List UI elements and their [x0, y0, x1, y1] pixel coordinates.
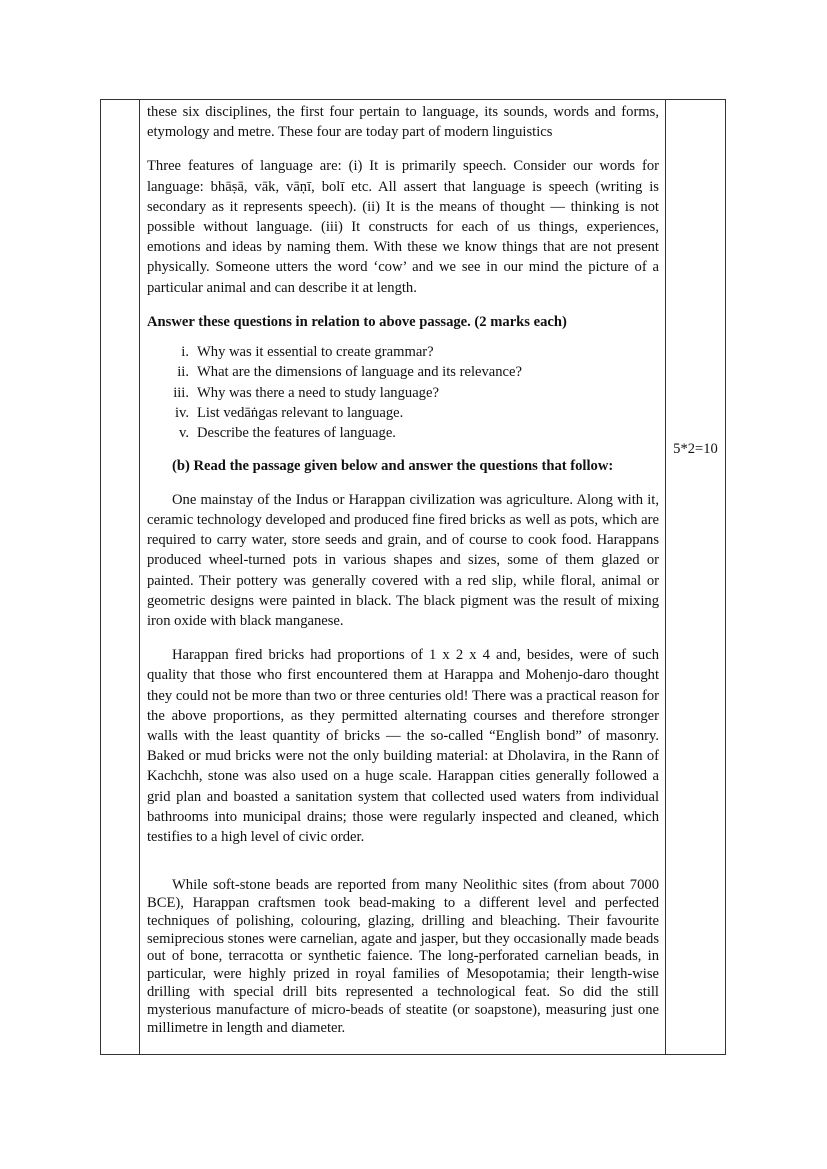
question-text: List vedāṅgas relevant to language.: [197, 404, 404, 421]
list-item: [147, 423, 659, 443]
question-number: v.: [179, 425, 189, 442]
list-item: [147, 383, 659, 403]
passage-a-features: Three features of language are: (i) It is primarily speech. Consider our words for language: bhāṣā, vāk, vāṇī, bolī etc. All assert that language is speech (writing is secondary as it represents speech). (ii) It is the means of thought — thinking is not possible without language. (iii) It constructs for each of us things, experiences, emotions and ideas by naming them. With these we know things that are not present physically. Someone utters the word ‘cow’ and we see in our mind the picture of a particular animal and can describe it at length.: [147, 158, 659, 296]
passage-b-paragraph-1: One mainstay of the Indus or Harappan civilization was agriculture. Along with it, ceramic technology developed and produced fine fired bricks as well as pots, which are required to carry water, store seeds and grain, and of course to cook food. Harappans produced wheel-turned pots in various shapes and sizes, some of them glazed or painted. Their pottery was generally covered with a red slip, while floral, animal or geometric designs were painted in black. The black pigment was the result of mixing iron oxide with black manganese.: [147, 491, 659, 629]
question-text: Why was there a need to study language?: [197, 384, 439, 401]
question-number: iii.: [173, 384, 189, 401]
question-number: iv.: [174, 404, 189, 421]
question-number: ii.: [177, 364, 189, 381]
list-item: [147, 403, 659, 423]
questions-instruction: Answer these questions in relation to above passage. (2 marks each): [147, 313, 567, 330]
question-table: [100, 99, 726, 1055]
question-text: What are the dimensions of language and its relevance?: [197, 364, 522, 381]
question-text: Describe the features of language.: [197, 425, 396, 442]
marks-cell: 5*2=10: [673, 441, 718, 457]
list-item: [147, 342, 659, 362]
question-number: i.: [181, 344, 189, 361]
column-divider-right: [665, 100, 666, 1054]
question-text: Why was it essential to create grammar?: [197, 344, 434, 361]
passage-b-paragraph-3: While soft-stone beads are reported from many Neolithic sites (from about 7000 BCE), Harappan craftsmen took bead-making to a different level and perfected techniques of polishing, colouring, glazing, drilling and bleaching. Their favourite semiprecious stones were carnelian, agate and jasper, but they occasionally made beads out of bone, terracotta or synthetic faience. The long-perforated carnelian beads, in particular, were highly prized in royal families of Mesopotamia; their length-wise drilling with special drill bits represented a technological feat. So did the still mysterious manufacture of micro-beads of steatite (or soapstone), measuring just one millimetre in length and diameter.: [147, 877, 659, 1036]
question-content-cell: [147, 102, 659, 1037]
passage-a-continuation: these six disciplines, the first four pertain to language, its sounds, words and forms, etymology and metre. These four are today part of modern linguistics: [147, 104, 659, 141]
passage-b-heading: (b) Read the passage given below and answer the questions that follow:: [172, 457, 614, 474]
passage-b-paragraph-2: Harappan fired bricks had proportions of 1 x 2 x 4 and, besides, were of such quality that those who first encountered them at Harappa and Mohenjo-daro thought they could not be more than two or three centuries old! There was a practical reason for the above proportions, as they permitted alternating courses and therefore stronger walls with the least quantity of bricks — the so-called “English bond” of masonry. Baked or mud bricks were not the only building material: at Dholavira, in the Rann of Kachchh, stone was also used on a huge scale. Harappan cities generally followed a grid plan and boasted a sanitation system that collected used waters from individual bathrooms into municipal drains; those were regularly inspected and cleaned, which testifies to a high level of civic order.: [147, 647, 659, 845]
question-list: [147, 342, 659, 443]
list-item: [147, 362, 659, 382]
column-divider-left: [139, 100, 140, 1054]
